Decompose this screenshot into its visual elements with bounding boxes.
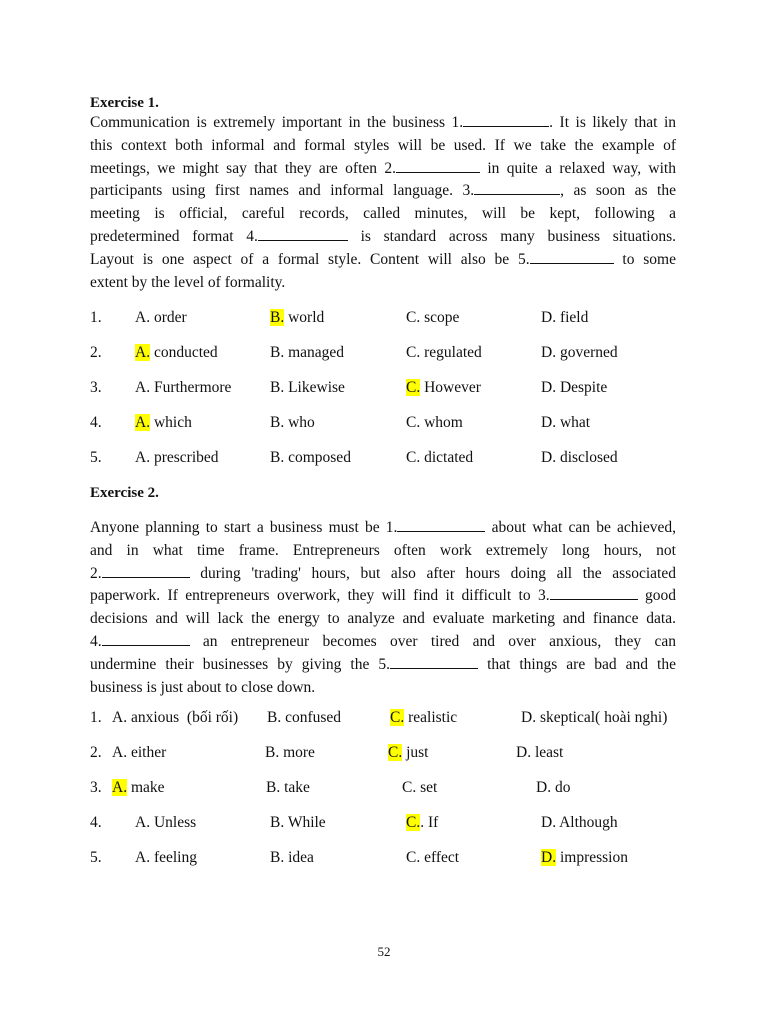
passage-text: meeting is official, careful records, called minutes, will be kept, following a bbox=[90, 205, 676, 223]
answer-option bbox=[135, 343, 218, 363]
answer-letter: B. bbox=[266, 779, 281, 796]
answer-text: prescribed bbox=[150, 449, 219, 466]
question-row bbox=[90, 743, 690, 778]
answer-option bbox=[270, 343, 344, 363]
answer-letter: B. bbox=[265, 744, 280, 761]
answer-option bbox=[541, 308, 588, 328]
exercise-1-options bbox=[90, 308, 690, 483]
passage-text: participants using first names and informal language. 3. bbox=[90, 182, 475, 200]
answer-letter: D. bbox=[541, 344, 557, 361]
passage-text: this context both informal and formal styles will be used. If we take the example of bbox=[90, 136, 676, 154]
exercise-1-title: Exercise 1. bbox=[90, 95, 159, 111]
answer-option bbox=[270, 378, 345, 398]
answer-option bbox=[390, 708, 457, 728]
answer-option bbox=[270, 813, 326, 833]
answer-text: idea bbox=[284, 849, 314, 866]
answer-letter: A. bbox=[135, 449, 151, 466]
highlighted-answer-letter: C. bbox=[406, 814, 421, 831]
passage-text: good bbox=[637, 587, 676, 605]
answer-text: field bbox=[556, 309, 589, 326]
question-row bbox=[90, 308, 690, 343]
answer-text: set bbox=[416, 779, 438, 796]
passage-line bbox=[90, 563, 676, 586]
passage-line bbox=[90, 158, 676, 181]
answer-letter: D. bbox=[541, 414, 557, 431]
answer-blank bbox=[463, 112, 549, 127]
answer-text: feeling bbox=[150, 849, 197, 866]
passage-line bbox=[90, 540, 676, 563]
answer-option bbox=[267, 708, 341, 728]
passage-text: meetings, we might say that they are often 2. bbox=[90, 159, 396, 177]
answer-text: just bbox=[402, 744, 429, 761]
answer-letter: D. bbox=[541, 814, 557, 831]
answer-option bbox=[541, 343, 618, 363]
answer-option bbox=[112, 743, 166, 763]
answer-letter: A. bbox=[135, 309, 151, 326]
answer-option bbox=[112, 778, 165, 798]
answer-text: more bbox=[279, 744, 315, 761]
answer-letter: C. bbox=[406, 449, 421, 466]
answer-option bbox=[541, 413, 590, 433]
answer-text: take bbox=[280, 779, 310, 796]
answer-text: effect bbox=[420, 849, 460, 866]
question-number: 2. bbox=[90, 344, 102, 361]
answer-option bbox=[516, 743, 563, 763]
answer-option bbox=[266, 778, 310, 798]
question-row bbox=[90, 778, 690, 813]
question-row bbox=[90, 448, 690, 483]
exercise-2-options bbox=[90, 708, 690, 883]
passage-text: about what can be achieved, bbox=[485, 519, 676, 536]
answer-text: whom bbox=[420, 414, 463, 431]
passage-line bbox=[90, 631, 676, 654]
answer-blank bbox=[258, 226, 348, 241]
answer-text: realistic bbox=[404, 709, 458, 726]
passage-text: predetermined format 4. bbox=[90, 227, 258, 245]
answer-text: Likewise bbox=[284, 379, 345, 396]
answer-text: who bbox=[284, 414, 315, 431]
answer-text: Despite bbox=[556, 379, 608, 396]
answer-text: make bbox=[127, 779, 165, 796]
question-number: 4. bbox=[90, 414, 102, 431]
answer-text: least bbox=[531, 744, 564, 761]
passage-line bbox=[90, 226, 676, 249]
passage-line bbox=[90, 585, 676, 608]
answer-option bbox=[388, 743, 429, 763]
answer-blank bbox=[550, 585, 638, 600]
highlighted-answer-letter: A. bbox=[112, 779, 128, 796]
answer-text: order bbox=[150, 309, 187, 326]
passage-text: Communication is extremely important in the business 1. bbox=[90, 114, 464, 131]
answer-option bbox=[406, 848, 459, 868]
question-number: 2. bbox=[90, 744, 102, 761]
highlighted-answer-letter: C. bbox=[390, 709, 405, 726]
question-row bbox=[90, 378, 690, 413]
answer-letter: A. bbox=[135, 379, 151, 396]
answer-option bbox=[541, 813, 618, 833]
answer-text: skeptical( hoài nghi) bbox=[536, 709, 668, 726]
passage-line bbox=[90, 677, 676, 700]
question-row bbox=[90, 343, 690, 378]
answer-text: dictated bbox=[420, 449, 474, 466]
passage-text: during 'trading' hours, but also after hours doing all the associated bbox=[189, 564, 676, 582]
answer-text: governed bbox=[556, 344, 618, 361]
passage-text: Anyone planning to start a business must be 1. bbox=[90, 519, 398, 536]
passage-line bbox=[90, 654, 676, 677]
answer-option bbox=[536, 778, 570, 798]
answer-option bbox=[402, 778, 437, 798]
passage-line bbox=[90, 180, 676, 203]
answer-letter: D. bbox=[516, 744, 532, 761]
answer-text: world bbox=[284, 309, 325, 326]
answer-option bbox=[541, 378, 607, 398]
answer-option bbox=[135, 378, 231, 398]
question-number: 5. bbox=[90, 449, 102, 466]
page-number: 52 bbox=[377, 944, 391, 959]
answer-letter: B. bbox=[270, 849, 285, 866]
answer-option bbox=[135, 413, 192, 433]
exercise-1-passage bbox=[90, 112, 676, 294]
question-number: 3. bbox=[90, 379, 102, 396]
question-number: 1. bbox=[90, 709, 102, 726]
highlighted-answer-letter: B. bbox=[270, 309, 285, 326]
passage-text: . It is likely that in bbox=[549, 114, 676, 131]
answer-option bbox=[265, 743, 315, 763]
highlighted-answer-letter: D. bbox=[541, 849, 557, 866]
answer-letter: C. bbox=[406, 309, 421, 326]
question-row bbox=[90, 848, 690, 883]
highlighted-answer-letter: A. bbox=[135, 414, 151, 431]
passage-text: in quite a relaxed way, with bbox=[480, 159, 676, 177]
passage-text: undermine their businesses by giving the 5. bbox=[90, 655, 391, 673]
answer-letter: B. bbox=[267, 709, 282, 726]
answer-option bbox=[270, 308, 324, 328]
answer-text: However bbox=[420, 379, 481, 396]
answer-text: scope bbox=[420, 309, 460, 326]
passage-line bbox=[90, 249, 676, 272]
answer-option bbox=[541, 848, 628, 868]
answer-option bbox=[135, 308, 187, 328]
answer-option bbox=[406, 813, 438, 833]
answer-text: conducted bbox=[150, 344, 218, 361]
answer-letter: A. bbox=[112, 709, 128, 726]
answer-text: regulated bbox=[420, 344, 482, 361]
passage-text: , as soon as the bbox=[560, 182, 676, 200]
answer-option bbox=[406, 378, 481, 398]
question-number: 5. bbox=[90, 849, 102, 866]
highlighted-answer-letter: C. bbox=[406, 379, 421, 396]
answer-letter: A. bbox=[135, 849, 151, 866]
answer-option bbox=[135, 448, 219, 468]
answer-blank bbox=[102, 631, 190, 646]
passage-text: decisions and will lack the energy to analyze and evaluate marketing and finance data. bbox=[90, 610, 676, 628]
answer-letter: A. bbox=[112, 744, 128, 761]
answer-text: Unless bbox=[150, 814, 197, 831]
highlighted-answer-letter: A. bbox=[135, 344, 151, 361]
answer-letter: D. bbox=[541, 449, 557, 466]
question-row bbox=[90, 413, 690, 448]
answer-blank bbox=[390, 654, 478, 669]
answer-letter: B. bbox=[270, 414, 285, 431]
answer-text: composed bbox=[284, 449, 351, 466]
highlighted-answer-letter: C. bbox=[388, 744, 403, 761]
answer-text: impression bbox=[556, 849, 628, 866]
passage-line bbox=[90, 203, 676, 226]
passage-line bbox=[90, 135, 676, 158]
question-number: 3. bbox=[90, 779, 102, 796]
answer-option bbox=[521, 708, 667, 728]
answer-blank bbox=[396, 158, 480, 173]
answer-letter: C. bbox=[406, 344, 421, 361]
answer-letter: D. bbox=[536, 779, 552, 796]
answer-text: Furthermore bbox=[150, 379, 232, 396]
question-number: 1. bbox=[90, 309, 102, 326]
answer-option bbox=[406, 343, 482, 363]
passage-text: extent by the level of formality. bbox=[90, 273, 286, 291]
exercise-2-passage bbox=[90, 517, 676, 699]
passage-text: paperwork. If entrepreneurs overwork, they will find it difficult to 3. bbox=[90, 587, 550, 605]
answer-option bbox=[270, 448, 351, 468]
answer-letter: B. bbox=[270, 379, 285, 396]
answer-text: what bbox=[556, 414, 591, 431]
answer-text: do bbox=[551, 779, 571, 796]
answer-text: confused bbox=[281, 709, 342, 726]
passage-line bbox=[90, 272, 676, 295]
answer-letter: D. bbox=[541, 309, 557, 326]
answer-blank bbox=[102, 563, 190, 578]
passage-line bbox=[90, 112, 676, 135]
exercise-2-title: Exercise 2. bbox=[90, 485, 159, 501]
answer-letter: B. bbox=[270, 814, 285, 831]
answer-letter: C. bbox=[406, 414, 421, 431]
passage-text: 4. bbox=[90, 632, 102, 650]
answer-letter: C. bbox=[402, 779, 417, 796]
answer-letter: A. bbox=[135, 814, 151, 831]
answer-text: which bbox=[150, 414, 192, 431]
answer-text: Although bbox=[556, 814, 618, 831]
answer-option bbox=[135, 813, 196, 833]
answer-text: managed bbox=[284, 344, 345, 361]
answer-option bbox=[112, 708, 238, 728]
answer-text: anxious (bối rối) bbox=[127, 709, 239, 726]
passage-text: business is just about to close down. bbox=[90, 678, 316, 696]
answer-letter: D. bbox=[521, 709, 537, 726]
answer-letter: D. bbox=[541, 379, 557, 396]
answer-option bbox=[270, 413, 315, 433]
question-row bbox=[90, 813, 690, 848]
passage-text: that things are bad and the bbox=[478, 655, 676, 673]
passage-text: to some bbox=[613, 250, 676, 268]
answer-letter: C. bbox=[406, 849, 421, 866]
answer-text: either bbox=[127, 744, 167, 761]
passage-text: Layout is one aspect of a formal style. Content will also be 5. bbox=[90, 250, 530, 268]
answer-blank bbox=[474, 180, 560, 195]
answer-option bbox=[541, 448, 618, 468]
answer-option bbox=[406, 448, 473, 468]
answer-option bbox=[135, 848, 197, 868]
answer-letter: B. bbox=[270, 449, 285, 466]
answer-text: . If bbox=[420, 814, 439, 831]
passage-text: is standard across many business situations. bbox=[347, 227, 676, 245]
answer-option bbox=[406, 308, 459, 328]
answer-option bbox=[270, 848, 314, 868]
answer-letter: B. bbox=[270, 344, 285, 361]
answer-text: While bbox=[284, 814, 326, 831]
answer-text: disclosed bbox=[556, 449, 618, 466]
question-row bbox=[90, 708, 690, 743]
passage-line bbox=[90, 517, 676, 540]
passage-text: 2. bbox=[90, 564, 102, 582]
answer-blank bbox=[530, 249, 614, 264]
passage-text: and in what time frame. Entrepreneurs often work extremely long hours, not bbox=[90, 541, 676, 559]
answer-blank bbox=[397, 517, 485, 532]
passage-line bbox=[90, 608, 676, 631]
question-number: 4. bbox=[90, 814, 102, 831]
passage-text: an entrepreneur becomes over tired and over anxious, they can bbox=[189, 632, 676, 650]
answer-option bbox=[406, 413, 463, 433]
